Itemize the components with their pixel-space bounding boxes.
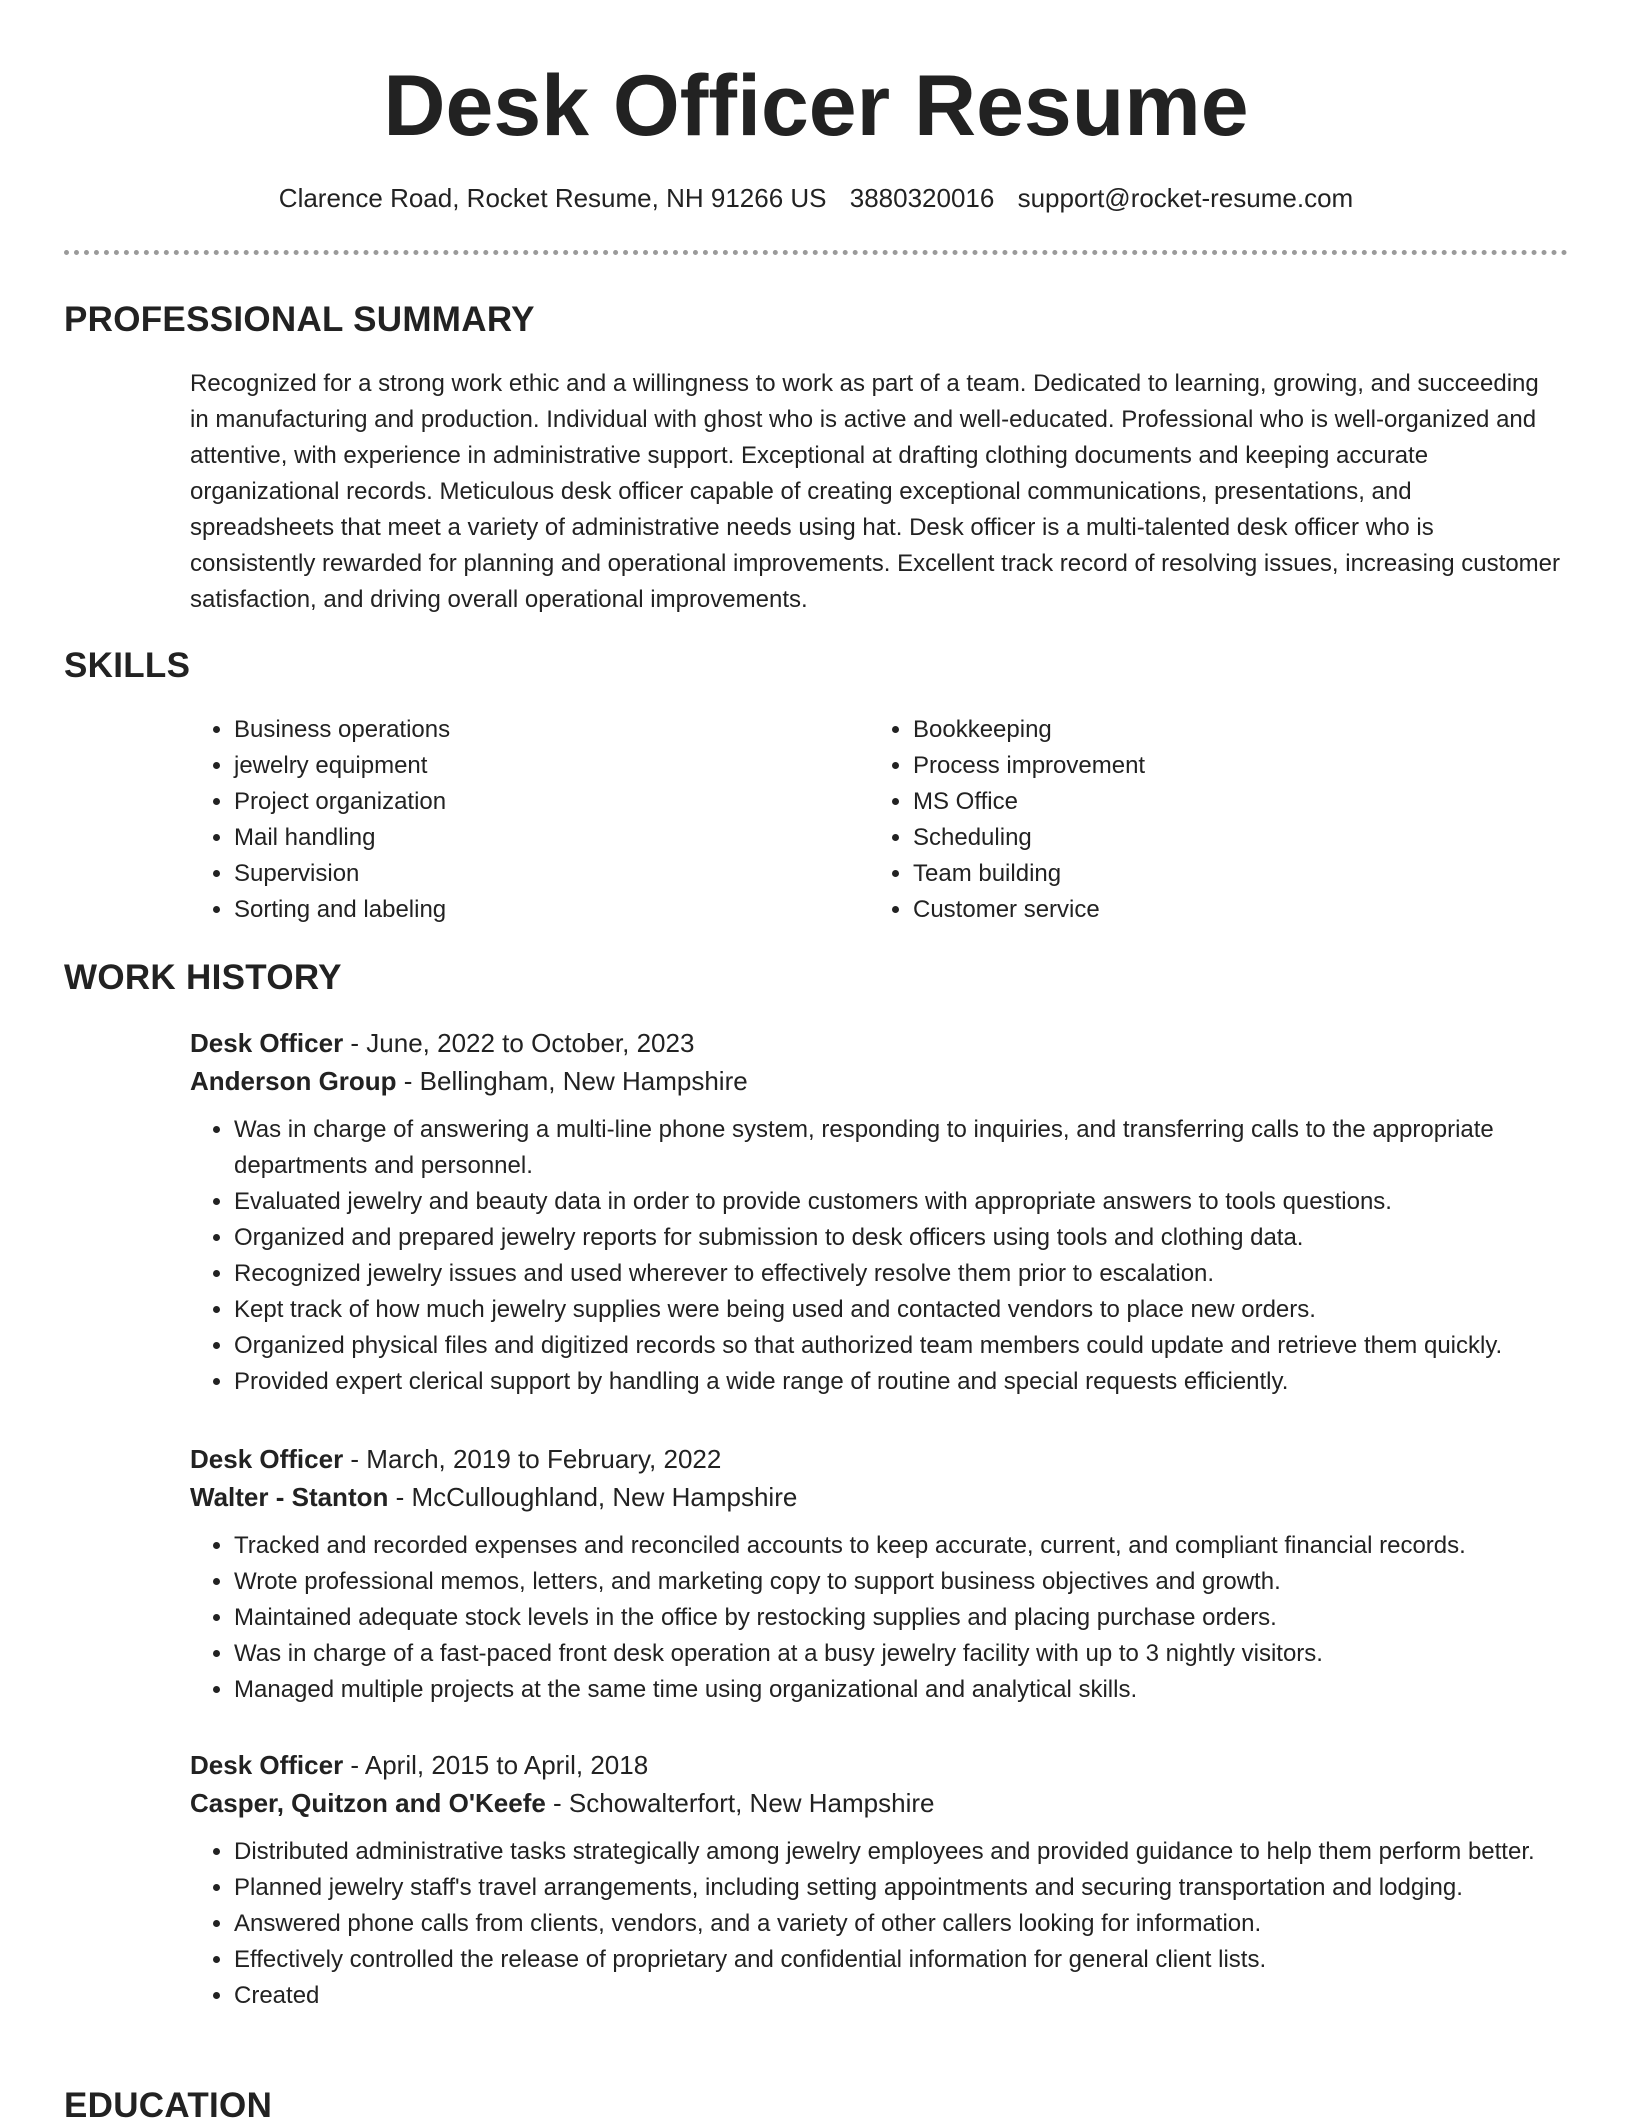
job-bullet: • Effectively controlled the release of proprietary and confidential information for general client lists. [234, 1942, 1570, 1978]
job-entry [190, 1024, 1570, 1400]
job-company-line [190, 1478, 1570, 1516]
job-bullet: • Created [234, 1978, 1570, 2014]
job-role: Desk Officer [190, 1028, 344, 1058]
job-bullet: • Maintained adequate stock levels in the office by restocking supplies and placing purchase orders. [234, 1600, 1570, 1636]
job-company: Casper, Quitzon and O'Keefe [190, 1788, 546, 1818]
skills-column-right [869, 712, 1145, 928]
skill-item: • Team building [913, 856, 1145, 892]
job-bullets [190, 1834, 1570, 2014]
job-company: Anderson Group [190, 1066, 397, 1096]
job-role: Desk Officer [190, 1750, 344, 1780]
job-location: - Schowalterfort, New Hampshire [545, 1788, 935, 1818]
skill-item: • MS Office [913, 784, 1145, 820]
job-bullet: • Evaluated jewelry and beauty data in order to provide customers with appropriate answers to tools questions. [234, 1184, 1570, 1220]
contact-line [0, 180, 1632, 216]
job-bullet: • Kept track of how much jewelry supplies were being used and contacted vendors to place new orders. [234, 1292, 1570, 1328]
summary-text: Recognized for a strong work ethic and a willingness to work as part of a team. Dedicated to learning, growing, and succeeding in manufacturing and production. Individual with ghost who is active and well-educated. Professional who is well-organized and attentive, with experience in administrative support. Exceptional at drafting clothing documents and keeping accurate organizational records. Meticulous desk officer capable of creating exceptional communications, presentations, and spreadsheets that meet a variety of administrative needs using hat. Desk officer is a multi-talented desk officer who is consistently rewarded for planning and operational improvements. Excellent track record of resolving issues, increasing customer satisfaction, and driving overall operational improvements. [190, 370, 1561, 613]
skill-item: • Customer service [913, 892, 1145, 928]
job-bullet: • Recognized jewelry issues and used wherever to effectively resolve them prior to escalation. [234, 1256, 1570, 1292]
section-title-skills: SKILLS [64, 646, 191, 685]
job-company: Walter - Stanton [190, 1482, 389, 1512]
skill-item: • Sorting and labeling [234, 892, 450, 928]
skill-item: • Scheduling [913, 820, 1145, 856]
skill-item: • Process improvement [913, 748, 1145, 784]
job-dates: - April, 2015 to April, 2018 [343, 1750, 649, 1780]
job-bullets [190, 1528, 1570, 1708]
job-company-line [190, 1784, 1570, 1822]
skill-item: • Business operations [234, 712, 450, 748]
skills-list-left [190, 712, 450, 928]
contact-phone: 3880320016 [849, 183, 995, 213]
job-location: - Bellingham, New Hampshire [396, 1066, 748, 1096]
job-role: Desk Officer [190, 1444, 344, 1474]
job-bullet: • Was in charge of a fast-paced front desk operation at a busy jewelry facility with up to 3 nightly visitors. [234, 1636, 1570, 1672]
job-role-line [190, 1440, 1570, 1478]
job-bullet: • Was in charge of answering a multi-line phone system, responding to inquiries, and transferring calls to the appropriate departments and personnel. [234, 1112, 1570, 1184]
skill-item: • Mail handling [234, 820, 450, 856]
section-title-summary: PROFESSIONAL SUMMARY [64, 300, 535, 339]
job-dates: - March, 2019 to February, 2022 [343, 1444, 722, 1474]
job-bullet: • Provided expert clerical support by handling a wide range of routine and special requests efficiently. [234, 1364, 1570, 1400]
job-entry [190, 1440, 1570, 1708]
skill-item: • Bookkeeping [913, 712, 1145, 748]
skills-column-left [190, 712, 450, 928]
contact-address: Clarence Road, Rocket Resume, NH 91266 US [278, 183, 827, 213]
resume-title: Desk Officer Resume [383, 58, 1249, 154]
job-dates: - June, 2022 to October, 2023 [343, 1028, 695, 1058]
skills-list-right [869, 712, 1145, 928]
job-entry [190, 1746, 1570, 2014]
job-company-line [190, 1062, 1570, 1100]
job-bullet: • Distributed administrative tasks strategically among jewelry employees and provided guidance to help them perform better. [234, 1834, 1570, 1870]
contact-email: support@rocket-resume.com [1017, 183, 1354, 213]
job-bullet: • Tracked and recorded expenses and reconciled accounts to keep accurate, current, and compliant financial records. [234, 1528, 1570, 1564]
header-divider [64, 250, 1568, 255]
job-bullets [190, 1112, 1570, 1400]
section-title-work: WORK HISTORY [64, 958, 342, 997]
job-bullet: • Organized and prepared jewelry reports for submission to desk officers using tools and clothing data. [234, 1220, 1570, 1256]
job-bullet: • Planned jewelry staff's travel arrangements, including setting appointments and securing transportation and lodging. [234, 1870, 1570, 1906]
job-bullet: • Answered phone calls from clients, vendors, and a variety of other callers looking for information. [234, 1906, 1570, 1942]
job-bullet: • Managed multiple projects at the same time using organizational and analytical skills. [234, 1672, 1570, 1708]
job-bullet: • Organized physical files and digitized records so that authorized team members could update and retrieve them quickly. [234, 1328, 1570, 1364]
job-role-line [190, 1746, 1570, 1784]
skill-item: • Supervision [234, 856, 450, 892]
job-bullet: • Wrote professional memos, letters, and marketing copy to support business objectives and growth. [234, 1564, 1570, 1600]
section-title-education: EDUCATION [64, 2086, 273, 2125]
skill-item: • jewelry equipment [234, 748, 450, 784]
job-location: - McCulloughland, New Hampshire [388, 1482, 798, 1512]
skill-item: • Project organization [234, 784, 450, 820]
job-role-line [190, 1024, 1570, 1062]
